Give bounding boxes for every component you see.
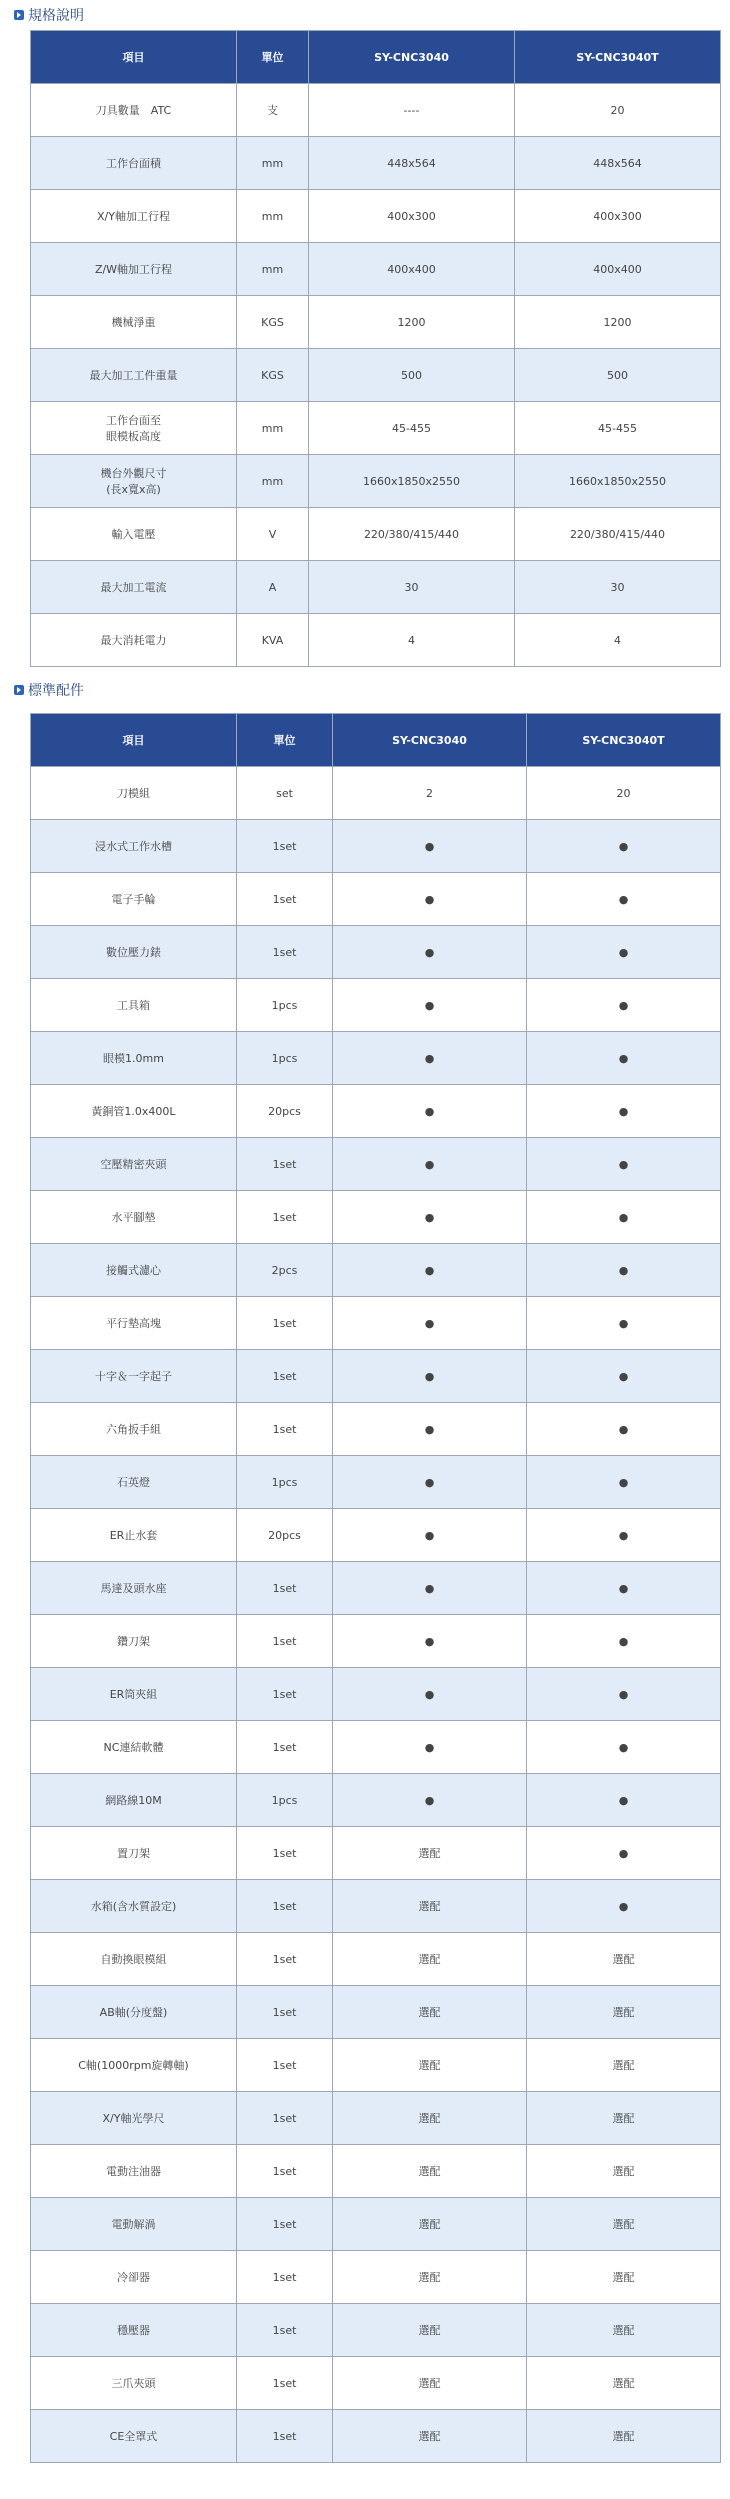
header-unit: 單位 bbox=[237, 31, 309, 84]
cell-model-3040: ● bbox=[333, 1509, 527, 1562]
cell-unit: 支 bbox=[237, 84, 309, 137]
cell-model-3040: ● bbox=[333, 1774, 527, 1827]
cell-item: 三爪夾頭 bbox=[31, 2357, 237, 2410]
header-item: 項目 bbox=[31, 31, 237, 84]
cell-model-3040t: 400x300 bbox=[515, 190, 721, 243]
accessories-table bbox=[30, 713, 721, 2463]
cell-item: 馬達及頭水座 bbox=[31, 1562, 237, 1615]
table-row bbox=[31, 1191, 721, 1244]
cell-model-3040: ● bbox=[333, 1721, 527, 1774]
cell-unit: KGS bbox=[237, 349, 309, 402]
cell-model-3040t: ● bbox=[527, 1774, 721, 1827]
cell-unit: 1set bbox=[237, 2092, 333, 2145]
table-row bbox=[31, 1456, 721, 1509]
table-row bbox=[31, 1297, 721, 1350]
cell-model-3040: 選配 bbox=[333, 2198, 527, 2251]
cell-model-3040: 30 bbox=[309, 561, 515, 614]
cell-unit: 1set bbox=[237, 2304, 333, 2357]
cell-item: 自動換眼模組 bbox=[31, 1933, 237, 1986]
cell-model-3040: ● bbox=[333, 1403, 527, 1456]
cell-item: 最大消耗電力 bbox=[31, 614, 237, 667]
cell-model-3040t: ● bbox=[527, 1350, 721, 1403]
cell-item: 穩壓器 bbox=[31, 2304, 237, 2357]
cell-unit: 1set bbox=[237, 1191, 333, 1244]
cell-unit: 1set bbox=[237, 2357, 333, 2410]
table-row bbox=[31, 1085, 721, 1138]
table-row bbox=[31, 508, 721, 561]
play-arrow-icon bbox=[14, 10, 24, 20]
cell-unit: mm bbox=[237, 243, 309, 296]
cell-model-3040t: ● bbox=[527, 1562, 721, 1615]
accessories-title: 標準配件 bbox=[28, 683, 84, 699]
cell-model-3040: 1200 bbox=[309, 296, 515, 349]
cell-model-3040: ● bbox=[333, 1668, 527, 1721]
cell-item: 輸入電壓 bbox=[31, 508, 237, 561]
accessories-section bbox=[0, 675, 730, 2463]
cell-item: 最大加工電流 bbox=[31, 561, 237, 614]
cell-item: C軸(1000rpm旋轉軸) bbox=[31, 2039, 237, 2092]
header-model-3040: SY-CNC3040 bbox=[333, 714, 527, 767]
cell-model-3040: 選配 bbox=[333, 1933, 527, 1986]
cell-item: 鑽刀架 bbox=[31, 1615, 237, 1668]
table-row bbox=[31, 1986, 721, 2039]
cell-model-3040t: ● bbox=[527, 979, 721, 1032]
cell-model-3040: ● bbox=[333, 873, 527, 926]
cell-item: 刀模組 bbox=[31, 767, 237, 820]
table-row bbox=[31, 349, 721, 402]
cell-model-3040t: 500 bbox=[515, 349, 721, 402]
cell-model-3040t: 選配 bbox=[527, 2251, 721, 2304]
play-arrow-icon bbox=[14, 685, 24, 695]
cell-model-3040: 220/380/415/440 bbox=[309, 508, 515, 561]
cell-item: 眼模1.0mm bbox=[31, 1032, 237, 1085]
table-row bbox=[31, 1138, 721, 1191]
cell-item: 電動解渦 bbox=[31, 2198, 237, 2251]
table-row bbox=[31, 402, 721, 455]
specs-table bbox=[30, 30, 721, 667]
cell-unit: 1set bbox=[237, 1403, 333, 1456]
cell-model-3040t: ● bbox=[527, 1403, 721, 1456]
cell-model-3040t: ● bbox=[527, 1615, 721, 1668]
cell-model-3040: 400x300 bbox=[309, 190, 515, 243]
table-row bbox=[31, 2357, 721, 2410]
table-row bbox=[31, 1827, 721, 1880]
cell-model-3040t: 1200 bbox=[515, 296, 721, 349]
cell-model-3040t: 448x564 bbox=[515, 137, 721, 190]
cell-item: ER筒夾組 bbox=[31, 1668, 237, 1721]
cell-unit: mm bbox=[237, 137, 309, 190]
table-row bbox=[31, 2410, 721, 2463]
cell-model-3040: ● bbox=[333, 1615, 527, 1668]
table-row bbox=[31, 1721, 721, 1774]
cell-model-3040t: 選配 bbox=[527, 2304, 721, 2357]
cell-unit: 1set bbox=[237, 1721, 333, 1774]
accessories-header-row bbox=[31, 714, 721, 767]
cell-item: X/Y軸光學尺 bbox=[31, 2092, 237, 2145]
cell-model-3040t: ● bbox=[527, 1668, 721, 1721]
table-row bbox=[31, 1562, 721, 1615]
table-row bbox=[31, 767, 721, 820]
cell-unit: 1set bbox=[237, 2039, 333, 2092]
cell-model-3040: ● bbox=[333, 1138, 527, 1191]
table-row bbox=[31, 1933, 721, 1986]
cell-model-3040: 選配 bbox=[333, 1827, 527, 1880]
cell-model-3040t: ● bbox=[527, 873, 721, 926]
cell-model-3040t: 20 bbox=[515, 84, 721, 137]
table-row bbox=[31, 296, 721, 349]
cell-unit: 20pcs bbox=[237, 1085, 333, 1138]
cell-item: CE全罩式 bbox=[31, 2410, 237, 2463]
cell-item: 電子手輪 bbox=[31, 873, 237, 926]
cell-unit: mm bbox=[237, 190, 309, 243]
cell-model-3040: 1660x1850x2550 bbox=[309, 455, 515, 508]
header-item: 項目 bbox=[31, 714, 237, 767]
cell-model-3040t: ● bbox=[527, 1721, 721, 1774]
table-row bbox=[31, 137, 721, 190]
cell-model-3040: ● bbox=[333, 1562, 527, 1615]
table-row bbox=[31, 190, 721, 243]
cell-item: 六角扳手組 bbox=[31, 1403, 237, 1456]
cell-unit: 1set bbox=[237, 2198, 333, 2251]
cell-item: 石英燈 bbox=[31, 1456, 237, 1509]
table-row bbox=[31, 1350, 721, 1403]
cell-unit: 1set bbox=[237, 1138, 333, 1191]
cell-model-3040t: ● bbox=[527, 1456, 721, 1509]
cell-unit: 1set bbox=[237, 2410, 333, 2463]
cell-model-3040t: 選配 bbox=[527, 2198, 721, 2251]
cell-model-3040: ● bbox=[333, 1297, 527, 1350]
table-row bbox=[31, 2198, 721, 2251]
cell-unit: 1set bbox=[237, 2145, 333, 2198]
table-row bbox=[31, 873, 721, 926]
header-model-3040t: SY-CNC3040T bbox=[515, 31, 721, 84]
table-row bbox=[31, 1668, 721, 1721]
cell-unit: 1pcs bbox=[237, 1456, 333, 1509]
cell-model-3040t: ● bbox=[527, 1827, 721, 1880]
cell-item: 數位壓力錶 bbox=[31, 926, 237, 979]
cell-unit: 1pcs bbox=[237, 1032, 333, 1085]
cell-item: 機台外觀尺寸 (長x寬x高) bbox=[31, 455, 237, 508]
cell-item: 水箱(含水質設定) bbox=[31, 1880, 237, 1933]
cell-item: 冷卻器 bbox=[31, 2251, 237, 2304]
cell-unit: 20pcs bbox=[237, 1509, 333, 1562]
cell-item: 工作台面至 眼模板高度 bbox=[31, 402, 237, 455]
accessories-section-title bbox=[0, 675, 730, 705]
header-unit: 單位 bbox=[237, 714, 333, 767]
cell-model-3040: 選配 bbox=[333, 2410, 527, 2463]
cell-model-3040: 選配 bbox=[333, 2039, 527, 2092]
cell-model-3040t: 220/380/415/440 bbox=[515, 508, 721, 561]
cell-model-3040: ● bbox=[333, 1456, 527, 1509]
table-row bbox=[31, 926, 721, 979]
cell-unit: 1set bbox=[237, 1350, 333, 1403]
cell-model-3040t: 4 bbox=[515, 614, 721, 667]
cell-unit: mm bbox=[237, 402, 309, 455]
cell-item: NC連結軟體 bbox=[31, 1721, 237, 1774]
cell-model-3040t: 選配 bbox=[527, 2410, 721, 2463]
cell-model-3040t: 選配 bbox=[527, 2092, 721, 2145]
table-row bbox=[31, 2251, 721, 2304]
cell-model-3040: ---- bbox=[309, 84, 515, 137]
cell-model-3040: 選配 bbox=[333, 1880, 527, 1933]
cell-unit: KVA bbox=[237, 614, 309, 667]
cell-unit: 1set bbox=[237, 1562, 333, 1615]
cell-item: 工作台面積 bbox=[31, 137, 237, 190]
cell-unit: 1set bbox=[237, 1986, 333, 2039]
cell-unit: 1pcs bbox=[237, 1774, 333, 1827]
cell-model-3040: 400x400 bbox=[309, 243, 515, 296]
cell-item: 刀具數量 ATC bbox=[31, 84, 237, 137]
header-model-3040t: SY-CNC3040T bbox=[527, 714, 721, 767]
header-model-3040: SY-CNC3040 bbox=[309, 31, 515, 84]
cell-item: 電動注油器 bbox=[31, 2145, 237, 2198]
cell-unit: 1set bbox=[237, 1615, 333, 1668]
table-row bbox=[31, 455, 721, 508]
cell-model-3040t: ● bbox=[527, 1138, 721, 1191]
cell-item: 十字＆一字起子 bbox=[31, 1350, 237, 1403]
cell-unit: 1set bbox=[237, 873, 333, 926]
cell-model-3040t: 選配 bbox=[527, 2039, 721, 2092]
specs-section bbox=[0, 0, 730, 667]
cell-model-3040: 選配 bbox=[333, 2145, 527, 2198]
cell-model-3040: ● bbox=[333, 820, 527, 873]
cell-model-3040: ● bbox=[333, 1085, 527, 1138]
cell-item: Z/W軸加工行程 bbox=[31, 243, 237, 296]
cell-unit: 1set bbox=[237, 2251, 333, 2304]
cell-model-3040t: ● bbox=[527, 1244, 721, 1297]
cell-model-3040t: 選配 bbox=[527, 1933, 721, 1986]
cell-item: 網路線10M bbox=[31, 1774, 237, 1827]
cell-model-3040: ● bbox=[333, 1350, 527, 1403]
cell-model-3040t: ● bbox=[527, 820, 721, 873]
cell-item: 浸水式工作水槽 bbox=[31, 820, 237, 873]
cell-item: 最大加工工件重量 bbox=[31, 349, 237, 402]
cell-model-3040: 選配 bbox=[333, 2357, 527, 2410]
cell-model-3040t: 20 bbox=[527, 767, 721, 820]
cell-unit: A bbox=[237, 561, 309, 614]
table-row bbox=[31, 2092, 721, 2145]
cell-model-3040t: 選配 bbox=[527, 2145, 721, 2198]
cell-model-3040: 45-455 bbox=[309, 402, 515, 455]
cell-unit: 1set bbox=[237, 926, 333, 979]
cell-model-3040t: 選配 bbox=[527, 1986, 721, 2039]
cell-model-3040: ● bbox=[333, 1032, 527, 1085]
cell-unit: 1pcs bbox=[237, 979, 333, 1032]
cell-model-3040t: ● bbox=[527, 1509, 721, 1562]
cell-model-3040t: 30 bbox=[515, 561, 721, 614]
cell-model-3040t: ● bbox=[527, 1032, 721, 1085]
cell-item: 水平腳墊 bbox=[31, 1191, 237, 1244]
cell-unit: 1set bbox=[237, 1933, 333, 1986]
table-row bbox=[31, 243, 721, 296]
table-row bbox=[31, 979, 721, 1032]
table-row bbox=[31, 1615, 721, 1668]
table-row bbox=[31, 1244, 721, 1297]
specs-header-row bbox=[31, 31, 721, 84]
table-row bbox=[31, 1880, 721, 1933]
table-row bbox=[31, 614, 721, 667]
table-row bbox=[31, 820, 721, 873]
cell-model-3040t: 選配 bbox=[527, 2357, 721, 2410]
cell-model-3040: 4 bbox=[309, 614, 515, 667]
cell-item: 黃銅管1.0x400L bbox=[31, 1085, 237, 1138]
cell-unit: 1set bbox=[237, 1827, 333, 1880]
cell-item: 平行墊高塊 bbox=[31, 1297, 237, 1350]
cell-model-3040t: ● bbox=[527, 1297, 721, 1350]
cell-model-3040: 選配 bbox=[333, 2092, 527, 2145]
table-row bbox=[31, 1403, 721, 1456]
table-row bbox=[31, 2304, 721, 2357]
cell-item: 機械淨重 bbox=[31, 296, 237, 349]
cell-model-3040t: ● bbox=[527, 1191, 721, 1244]
cell-model-3040t: ● bbox=[527, 1085, 721, 1138]
cell-unit: V bbox=[237, 508, 309, 561]
cell-unit: set bbox=[237, 767, 333, 820]
specs-title: 規格說明 bbox=[28, 8, 84, 24]
table-row bbox=[31, 1032, 721, 1085]
cell-model-3040: 選配 bbox=[333, 1986, 527, 2039]
cell-model-3040: ● bbox=[333, 926, 527, 979]
cell-item: X/Y軸加工行程 bbox=[31, 190, 237, 243]
cell-model-3040t: 1660x1850x2550 bbox=[515, 455, 721, 508]
cell-unit: 1set bbox=[237, 1668, 333, 1721]
cell-model-3040t: ● bbox=[527, 1880, 721, 1933]
cell-model-3040: ● bbox=[333, 1244, 527, 1297]
cell-model-3040t: 45-455 bbox=[515, 402, 721, 455]
table-row bbox=[31, 2145, 721, 2198]
cell-model-3040: 500 bbox=[309, 349, 515, 402]
cell-item: 工具箱 bbox=[31, 979, 237, 1032]
cell-unit: 1set bbox=[237, 820, 333, 873]
cell-unit: 1set bbox=[237, 1880, 333, 1933]
cell-model-3040t: 400x400 bbox=[515, 243, 721, 296]
table-row bbox=[31, 1774, 721, 1827]
table-row bbox=[31, 1509, 721, 1562]
cell-unit: mm bbox=[237, 455, 309, 508]
cell-model-3040t: ● bbox=[527, 926, 721, 979]
table-row bbox=[31, 561, 721, 614]
cell-unit: 1set bbox=[237, 1297, 333, 1350]
cell-item: 接觸式濾心 bbox=[31, 1244, 237, 1297]
cell-model-3040: 448x564 bbox=[309, 137, 515, 190]
cell-model-3040: 選配 bbox=[333, 2304, 527, 2357]
cell-model-3040: 選配 bbox=[333, 2251, 527, 2304]
table-row bbox=[31, 2039, 721, 2092]
table-row bbox=[31, 84, 721, 137]
cell-model-3040: ● bbox=[333, 979, 527, 1032]
specs-section-title bbox=[0, 0, 730, 30]
cell-item: ER止水套 bbox=[31, 1509, 237, 1562]
cell-unit: KGS bbox=[237, 296, 309, 349]
cell-model-3040: ● bbox=[333, 1191, 527, 1244]
cell-item: AB軸(分度盤) bbox=[31, 1986, 237, 2039]
cell-model-3040: 2 bbox=[333, 767, 527, 820]
cell-unit: 2pcs bbox=[237, 1244, 333, 1297]
cell-item: 空壓精密夾頭 bbox=[31, 1138, 237, 1191]
cell-item: 置刀架 bbox=[31, 1827, 237, 1880]
